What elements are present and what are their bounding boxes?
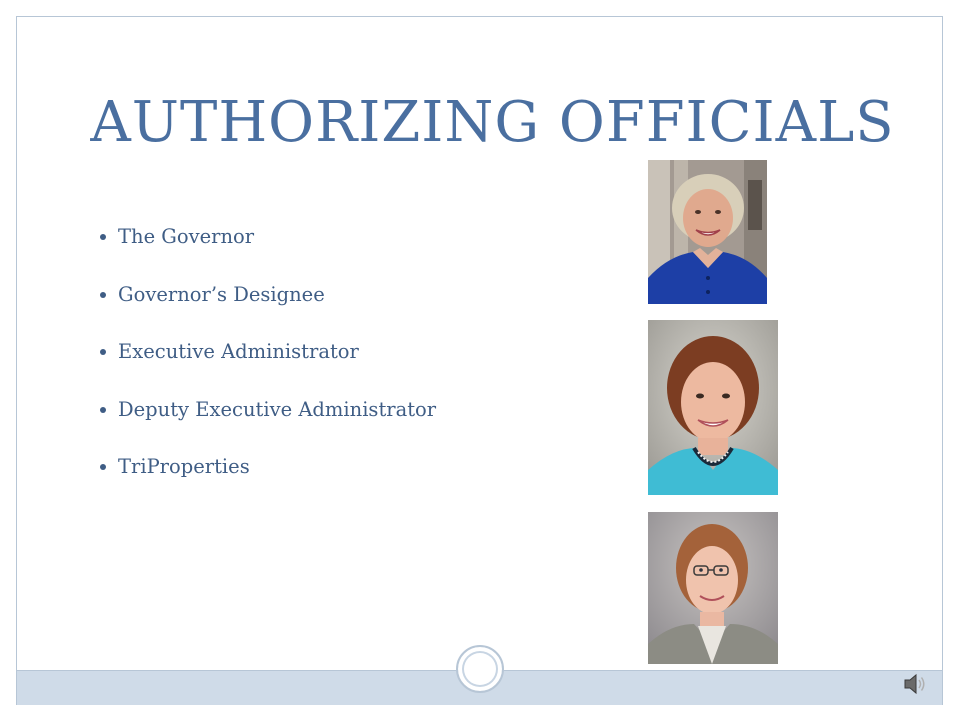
slide-title: AUTHORIZING OFFICIALS	[90, 89, 895, 155]
bullet-dot-icon	[100, 349, 106, 355]
bullet-item	[100, 337, 436, 395]
bullet-dot-icon	[100, 292, 106, 298]
bullet-list	[100, 222, 436, 510]
bullet-item	[100, 452, 436, 510]
governor-portrait	[648, 160, 767, 304]
bullet-item	[100, 395, 436, 453]
bullet-text: Executive Administrator	[118, 340, 359, 363]
deputy-executive-administrator-portrait	[648, 512, 778, 664]
bullet-dot-icon	[100, 234, 106, 240]
bullet-dot-icon	[100, 464, 106, 470]
slide-ring-decoration	[456, 645, 504, 693]
bullet-text: The Governor	[118, 225, 255, 248]
bullet-dot-icon	[100, 407, 106, 413]
bullet-text: Governor’s Designee	[118, 282, 325, 306]
bullet-text: TriProperties	[118, 455, 250, 478]
executive-administrator-portrait	[648, 320, 778, 495]
bullet-item	[100, 280, 436, 338]
bullet-text: Deputy Executive Administrator	[118, 397, 437, 421]
bullet-item	[100, 222, 436, 280]
speaker-icon[interactable]	[903, 672, 929, 696]
